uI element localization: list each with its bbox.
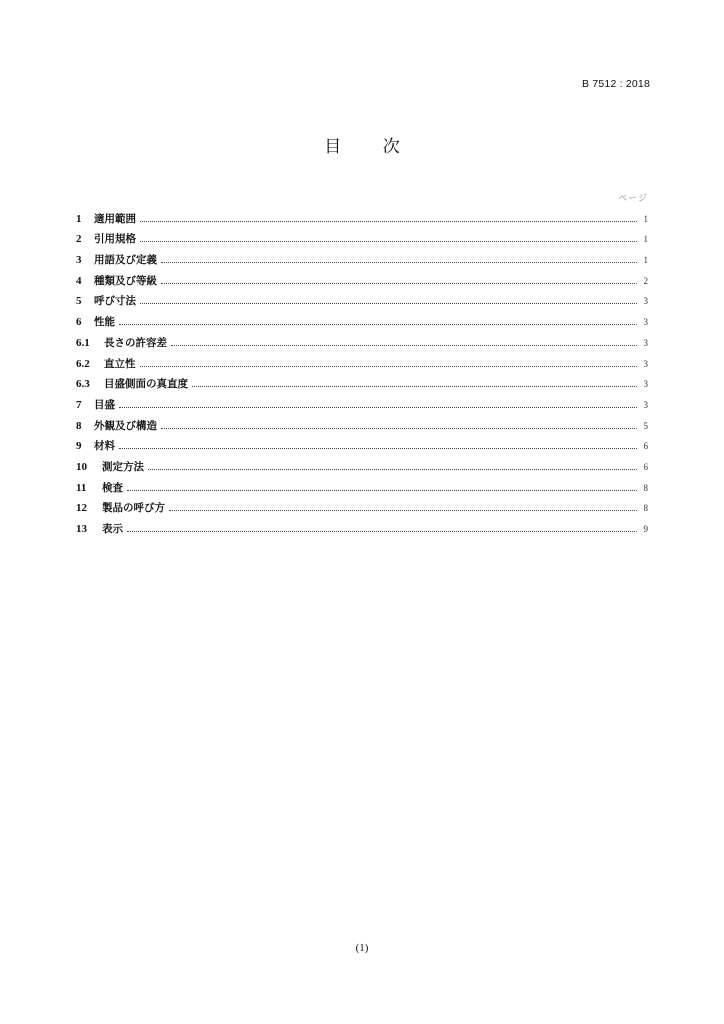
toc-entry-title: 引用規格: [94, 233, 136, 246]
toc-entry-page: 8: [643, 503, 648, 514]
toc-entry-page: 3: [643, 317, 648, 328]
dot-leader: [171, 344, 637, 346]
toc-entry-6-1[interactable]: [76, 329, 648, 350]
toc-entry-12[interactable]: [76, 495, 648, 516]
dot-leader: [161, 427, 637, 429]
toc-entry-page: 3: [643, 379, 648, 390]
dot-leader: [127, 489, 637, 491]
toc-entry-title: 製品の呼び方: [102, 502, 165, 515]
toc-entry-11[interactable]: [76, 474, 648, 495]
toc-entry-page: 3: [643, 358, 648, 369]
dot-leader: [140, 220, 637, 222]
toc-entry-title: 測定方法: [102, 460, 144, 473]
toc-entry-5[interactable]: [76, 288, 648, 309]
toc-entry-title: 目盛側面の真直度: [104, 378, 188, 391]
toc-entry-title: 材料: [94, 440, 115, 453]
table-of-contents: [76, 205, 648, 536]
toc-entry-page: 3: [643, 337, 648, 348]
toc-title: 目 次: [324, 137, 418, 157]
toc-entry-number: 3: [76, 254, 82, 267]
toc-entry-number: 1: [76, 212, 82, 225]
toc-entry-6-3[interactable]: [76, 371, 648, 392]
toc-entry-number: 7: [76, 398, 82, 411]
toc-entry-number: 2: [76, 233, 82, 246]
toc-entry-page: 3: [643, 296, 648, 307]
toc-entry-title: 適用範囲: [94, 212, 136, 225]
toc-entry-number: 6.3: [76, 378, 90, 391]
toc-entry-title: 用語及び定義: [94, 254, 157, 267]
dot-leader: [148, 468, 637, 470]
toc-entry-7[interactable]: [76, 391, 648, 412]
toc-entry-number: 6: [76, 316, 82, 329]
toc-entry-page: 9: [643, 524, 648, 534]
dot-leader: [161, 261, 637, 263]
toc-entry-number: 4: [76, 274, 82, 287]
toc-entry-page: 2: [643, 275, 648, 286]
toc-entry-title: 種類及び等級: [94, 274, 157, 287]
dot-leader: [140, 302, 637, 304]
toc-entry-page: 8: [643, 482, 648, 493]
toc-entry-title: 目盛: [94, 398, 115, 411]
toc-entry-title: 検査: [102, 481, 123, 494]
toc-entry-13[interactable]: [76, 515, 648, 536]
toc-entry-3[interactable]: [76, 246, 648, 267]
toc-entry-10[interactable]: [76, 453, 648, 474]
toc-entry-page: 1: [643, 213, 648, 224]
toc-entry-page: 6: [643, 441, 648, 452]
toc-entry-number: 6.1: [76, 336, 90, 349]
toc-entry-number: 11: [76, 481, 87, 494]
dot-leader: [140, 240, 637, 242]
toc-entry-page: 3: [643, 399, 648, 410]
toc-entry-page: 1: [643, 255, 648, 266]
toc-entry-number: 8: [76, 419, 82, 432]
dot-leader: [140, 365, 638, 367]
toc-entry-9[interactable]: [76, 433, 648, 454]
toc-entry-title: 表示: [102, 523, 123, 535]
toc-entry-8[interactable]: [76, 412, 648, 433]
toc-entry-number: 5: [76, 295, 82, 308]
toc-entry-page: 6: [643, 461, 648, 472]
dot-leader: [119, 447, 637, 449]
toc-entry-4[interactable]: [76, 267, 648, 288]
page-number: (1): [355, 942, 369, 954]
dot-leader: [127, 530, 637, 532]
toc-entry-page: 1: [643, 234, 648, 245]
toc-entry-title: 性能: [94, 316, 115, 329]
dot-leader: [119, 323, 637, 325]
document-code: B 7512 : 2018: [582, 78, 650, 90]
dot-leader: [161, 282, 637, 284]
toc-entry-page: 5: [643, 420, 648, 431]
toc-entry-6[interactable]: [76, 308, 648, 329]
toc-entry-1[interactable]: [76, 205, 648, 226]
dot-leader: [119, 406, 637, 408]
toc-entry-2[interactable]: [76, 226, 648, 247]
dot-leader: [192, 385, 637, 387]
toc-entry-title: 直立性: [104, 357, 136, 370]
toc-entry-number: 13: [76, 523, 87, 535]
toc-entry-number: 12: [76, 502, 87, 515]
toc-entry-6-2[interactable]: [76, 350, 648, 371]
toc-entry-number: 6.2: [76, 357, 90, 370]
toc-entry-number: 10: [76, 460, 87, 473]
toc-entry-number: 9: [76, 440, 82, 453]
toc-entry-title: 長さの許容差: [104, 336, 167, 349]
page-column-label: ページ: [618, 194, 648, 204]
dot-leader: [169, 509, 637, 511]
toc-entry-title: 外観及び構造: [94, 419, 157, 432]
toc-entry-title: 呼び寸法: [94, 295, 136, 308]
